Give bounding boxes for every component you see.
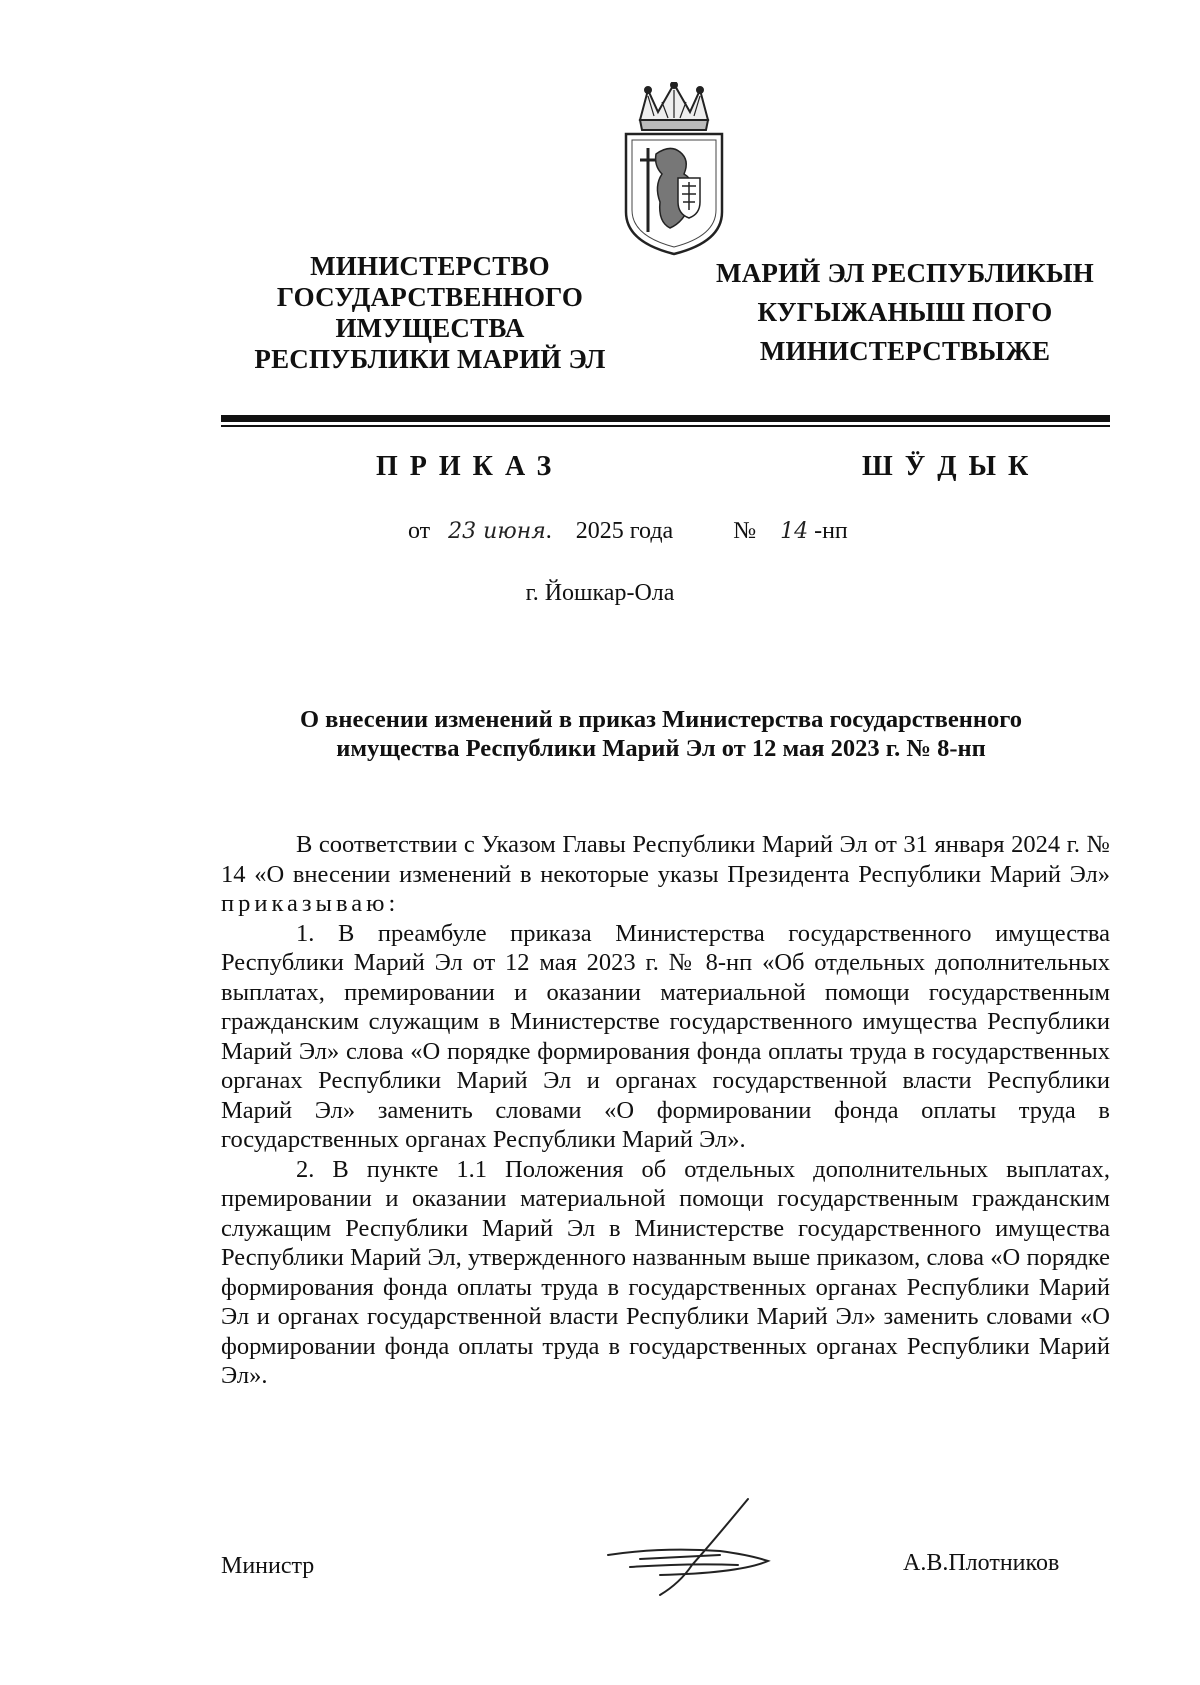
header-left-line: ГОСУДАРСТВЕННОГО [276, 282, 584, 312]
order-command: приказываю: [221, 890, 400, 917]
handwritten-signature-icon [600, 1495, 775, 1600]
city-name: г. Йошкар-Ола [525, 580, 675, 606]
number-suffix: -нп [814, 518, 848, 544]
ministry-name-russian [235, 251, 625, 375]
order-title-russian: ПРИКАЗ [376, 451, 564, 482]
signatory-name: А.В.Плотников [903, 1550, 1060, 1576]
date-prefix: от [408, 518, 431, 544]
order-title-mari: ШӰДЫК [862, 451, 1041, 482]
ministry-name-mari [690, 254, 1120, 371]
header-right-line: МИНИСТЕРСТВЫЖЕ [759, 336, 1051, 366]
number-label: № [733, 518, 757, 544]
header-right-line: КУГЫЖАНЫШ ПОГО [757, 297, 1053, 327]
order-date-line: от 23 июня. 2025 года № 14 -нп [408, 518, 848, 544]
handwritten-number: 14 [780, 519, 809, 544]
header-divider-thick [221, 415, 1110, 422]
intro-paragraph [221, 830, 1110, 919]
coat-of-arms-icon [618, 82, 730, 258]
heading-line: О внесении изменений в приказ Министерства государственного [300, 706, 1022, 733]
document-heading [221, 705, 1101, 763]
document-body [221, 830, 1110, 1391]
header-divider-thin [221, 425, 1110, 427]
intro-text: В соответствии с Указом Главы Республики Марий Эл от 31 января 2024 г. № 14 «О внесении изменений в некоторые указы Президента Республики Марий Эл» [221, 831, 1110, 888]
header-left-line: ИМУЩЕСТВА [335, 313, 525, 343]
handwritten-date: 23 июня [448, 519, 546, 544]
date-year: 2025 года [575, 518, 674, 544]
signatory-position: Министр [221, 1553, 315, 1579]
item-2-paragraph: 2. В пункте 1.1 Положения об отдельных дополнительных выплатах, премировании и оказании материальной помощи государственным гражданским служащим Республики Марий Эл в Министерстве государственного имущества Республики Марий Эл, утвержденного названным выше приказом, слова «О порядке формирования фонда оплаты труда в государственных органах Республики Марий Эл и органах государственной власти Республики Марий Эл» заменить словами «О формировании фонда оплаты труда в государственных органах Республики Марий Эл». [221, 1155, 1110, 1389]
item-1-paragraph: 1. В преамбуле приказа Министерства государственного имущества Республики Марий Эл от 12 мая 2023 г. № 8-нп «Об отдельных дополнительных выплатах, премировании и оказании материальной помощи государственным гражданским служащим в Министерстве государственного имущества Республики Марий Эл» слова «О порядке формирования фонда оплаты труда в государственных органах Республики Марий Эл и органах государственной власти Республики Марий Эл» заменить словами «О формировании фонда оплаты труда в государственных органах Республики Марий Эл». [221, 919, 1110, 1153]
header-right-line: МАРИЙ ЭЛ РЕСПУБЛИКЫН [716, 258, 1094, 288]
header-left-line: МИНИСТЕРСТВО [310, 251, 550, 281]
header-left-line: РЕСПУБЛИКИ МАРИЙ ЭЛ [254, 344, 606, 374]
heading-line: имущества Республики Марий Эл от 12 мая 2023 г. № 8-нп [336, 735, 986, 762]
